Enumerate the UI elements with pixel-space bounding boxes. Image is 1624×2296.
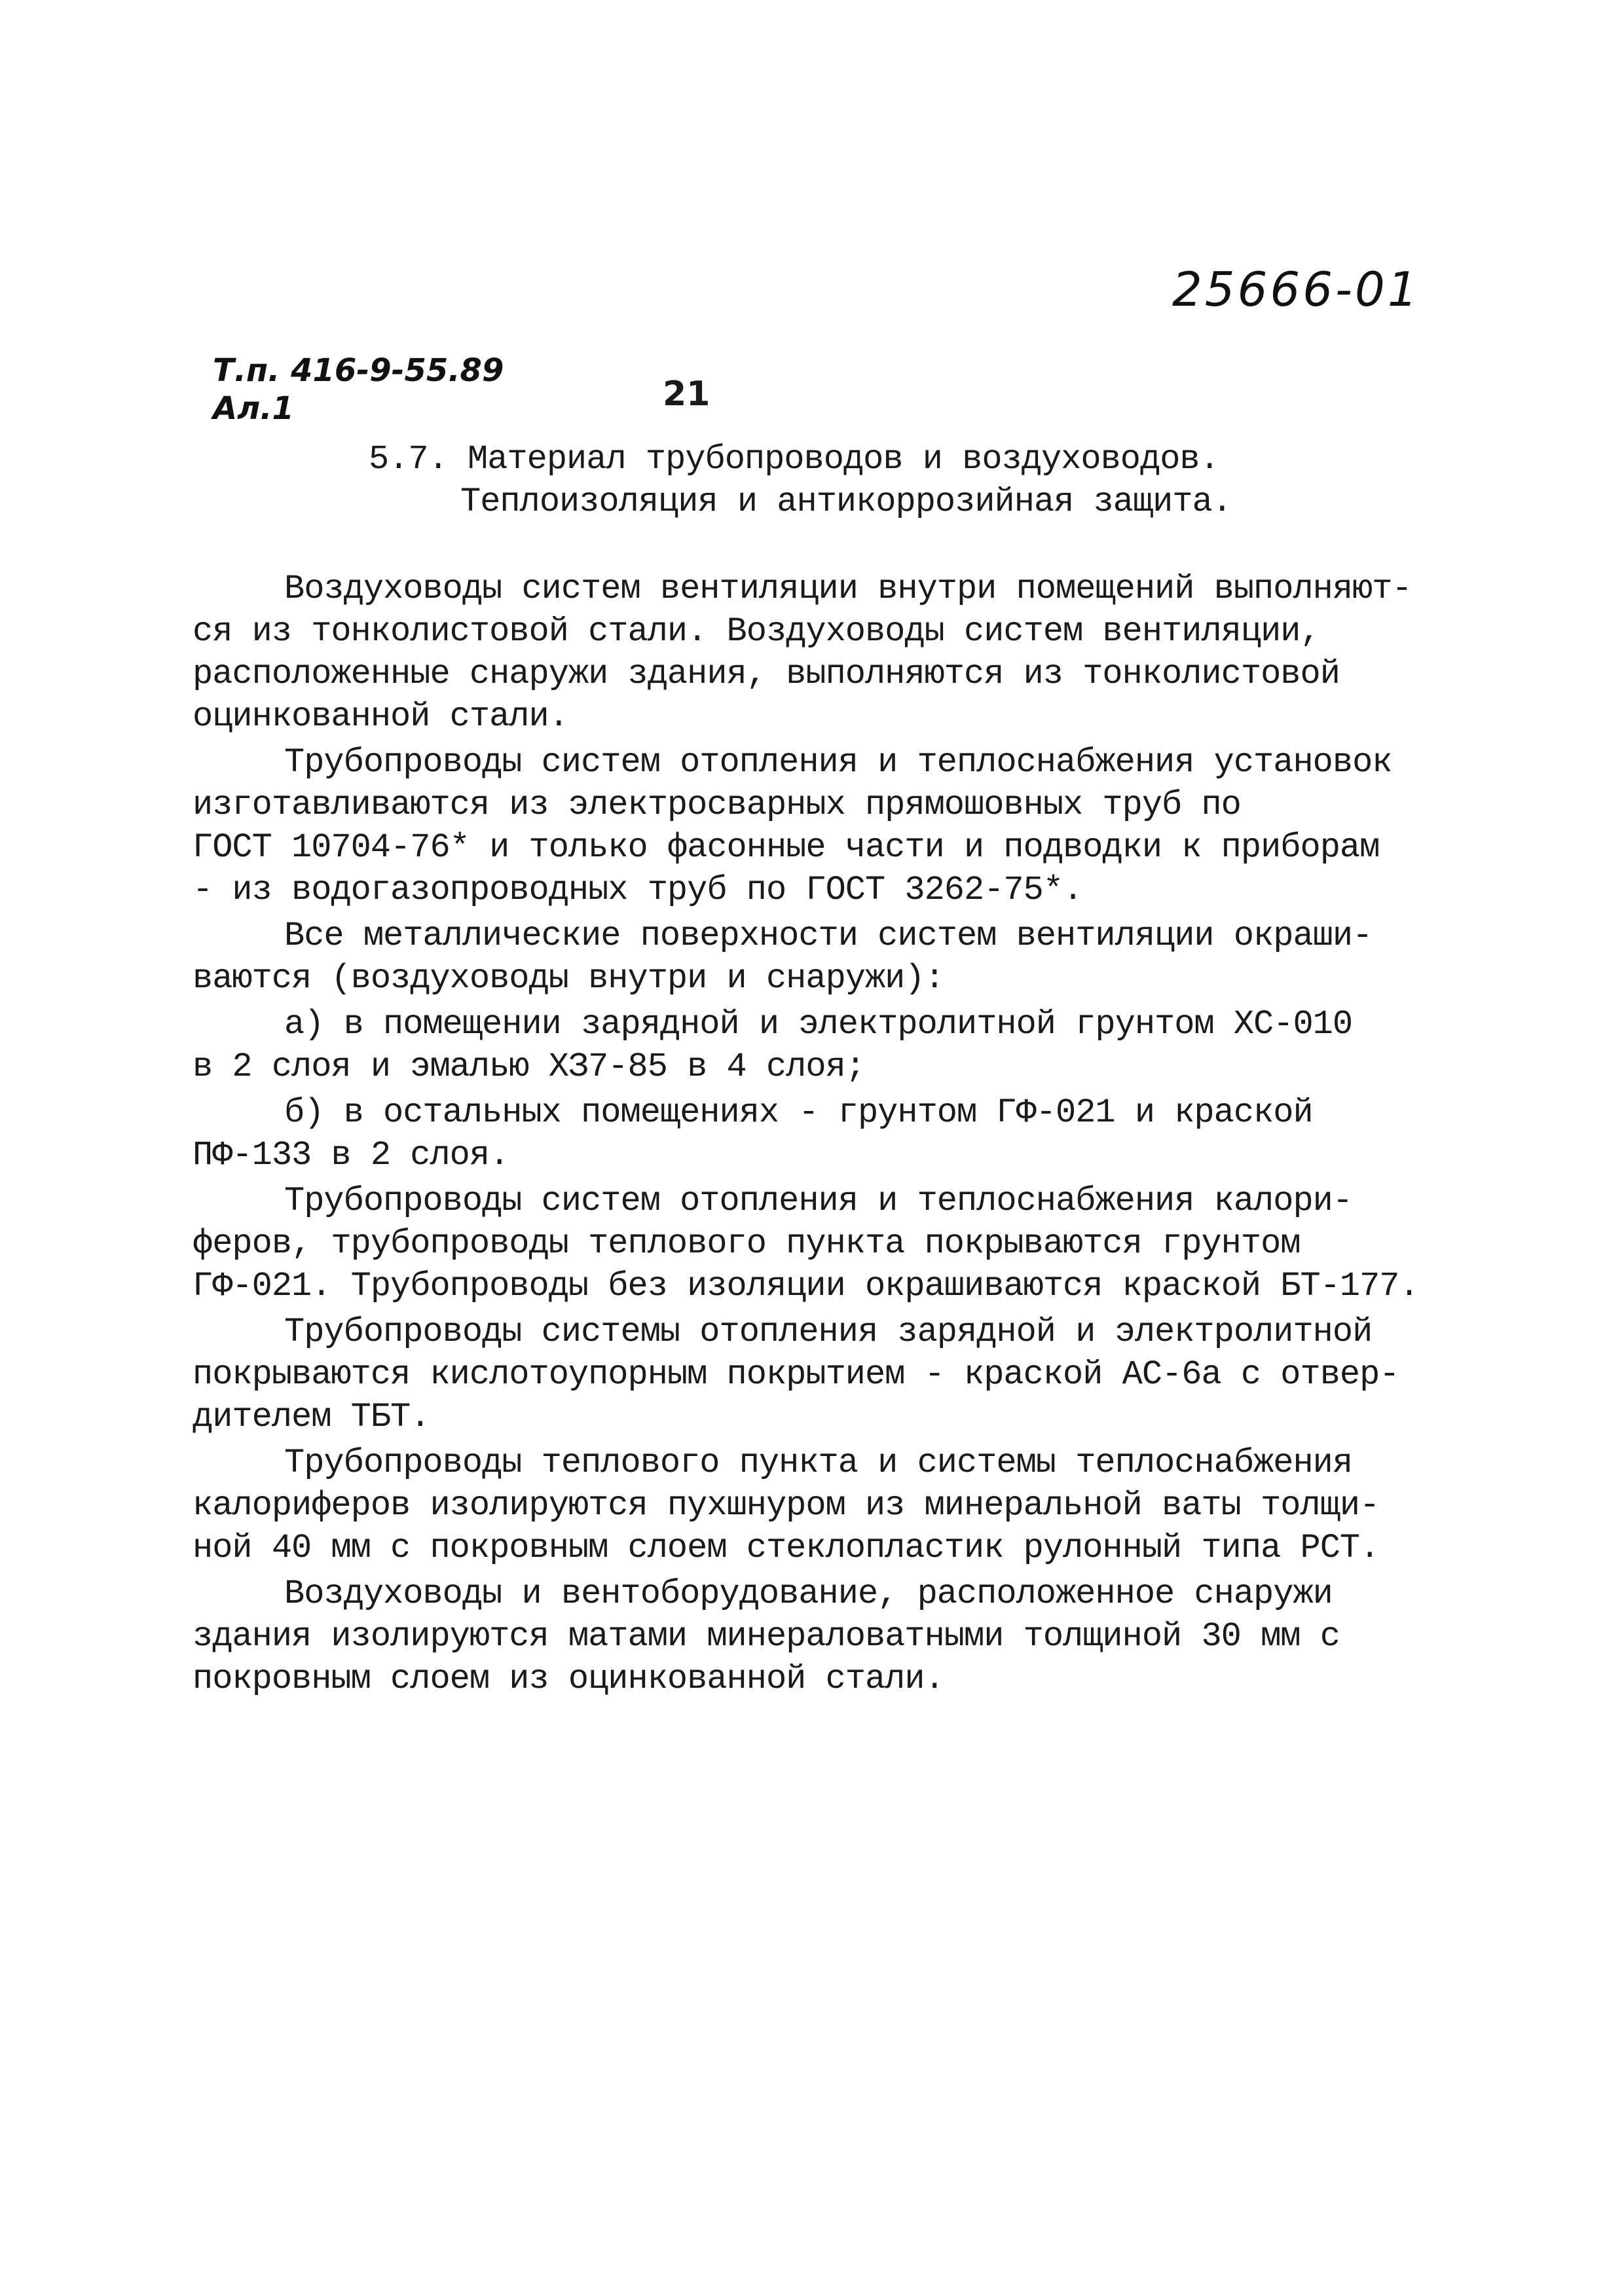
- body-line: Трубопроводы системы отопления зарядной и электролитной: [284, 1313, 1373, 1351]
- body-line: а) в помещении зарядной и электролитной грунтом ХС-010: [284, 1005, 1353, 1044]
- body-line: Воздуховоды систем вентиляции внутри помещений выполняют-: [284, 570, 1412, 608]
- body-line: Трубопроводы систем отопления и теплоснабжения установок: [284, 743, 1392, 782]
- body-line: калориферов изолируются пухшнуром из минеральной ваты толщи-: [193, 1486, 1380, 1525]
- body-line: покровным слоем из оцинкованной стали.: [193, 1660, 944, 1698]
- album-reference: Т.п. 416-9-55.89: [213, 352, 504, 389]
- body-line: дителем ТБТ.: [193, 1398, 430, 1436]
- body-line: покрываются кислотоупорным покрытием - краской АС-6а с отвер-: [193, 1355, 1399, 1394]
- body-line: в 2 слоя и эмалью ХЗ7-85 в 4 слоя;: [193, 1048, 865, 1086]
- body-line: ПФ-133 в 2 слоя.: [193, 1136, 509, 1175]
- page-number: 21: [663, 374, 710, 414]
- body-line: ГФ-021. Трубопроводы без изоляции окрашиваются краской БТ-177.: [193, 1267, 1419, 1305]
- body-line: - из водогазопроводных труб по ГОСТ 3262-75*.: [193, 871, 1083, 909]
- body-line: б) в остальных помещениях - грунтом ГФ-021 и краской: [284, 1093, 1313, 1132]
- section-subheading: Теплоизоляция и антикоррозийная защита.: [460, 483, 1232, 521]
- body-line: Все металлические поверхности систем вентиляции окраши-: [284, 917, 1373, 955]
- body-line: феров, трубопроводы теплового пункта покрываются грунтом: [193, 1224, 1301, 1263]
- document-number: 25666-01: [1172, 262, 1420, 317]
- body-line: ся из тонколистовой стали. Воздуховоды систем вентиляции,: [193, 612, 1320, 651]
- body-line: Трубопроводы систем отопления и теплоснабжения калори-: [284, 1182, 1353, 1220]
- body-line: ГОСТ 10704-76* и только фасонные части и подводки к приборам: [193, 828, 1380, 867]
- body-line: изготавливаются из электросварных прямошовных труб по: [193, 786, 1241, 824]
- body-line: расположенные снаружи здания, выполняются из тонколистовой: [193, 655, 1340, 693]
- body-line: здания изолируются матами минераловатными толщиной 30 мм с: [193, 1617, 1340, 1656]
- body-line: оцинкованной стали.: [193, 697, 568, 736]
- album-sheet: Ал.1: [213, 390, 294, 427]
- body-line: ваются (воздуховоды внутри и снаружи):: [193, 959, 944, 998]
- body-line: Воздуховоды и вентоборудование, расположенное снаружи: [284, 1575, 1333, 1613]
- section-heading: 5.7. Материал трубопроводов и воздуховодов.: [369, 440, 1219, 479]
- body-line: Трубопроводы теплового пункта и системы теплоснабжения: [284, 1444, 1353, 1482]
- body-line: ной 40 мм с покровным слоем стеклопластик рулонный типа РСТ.: [193, 1529, 1380, 1567]
